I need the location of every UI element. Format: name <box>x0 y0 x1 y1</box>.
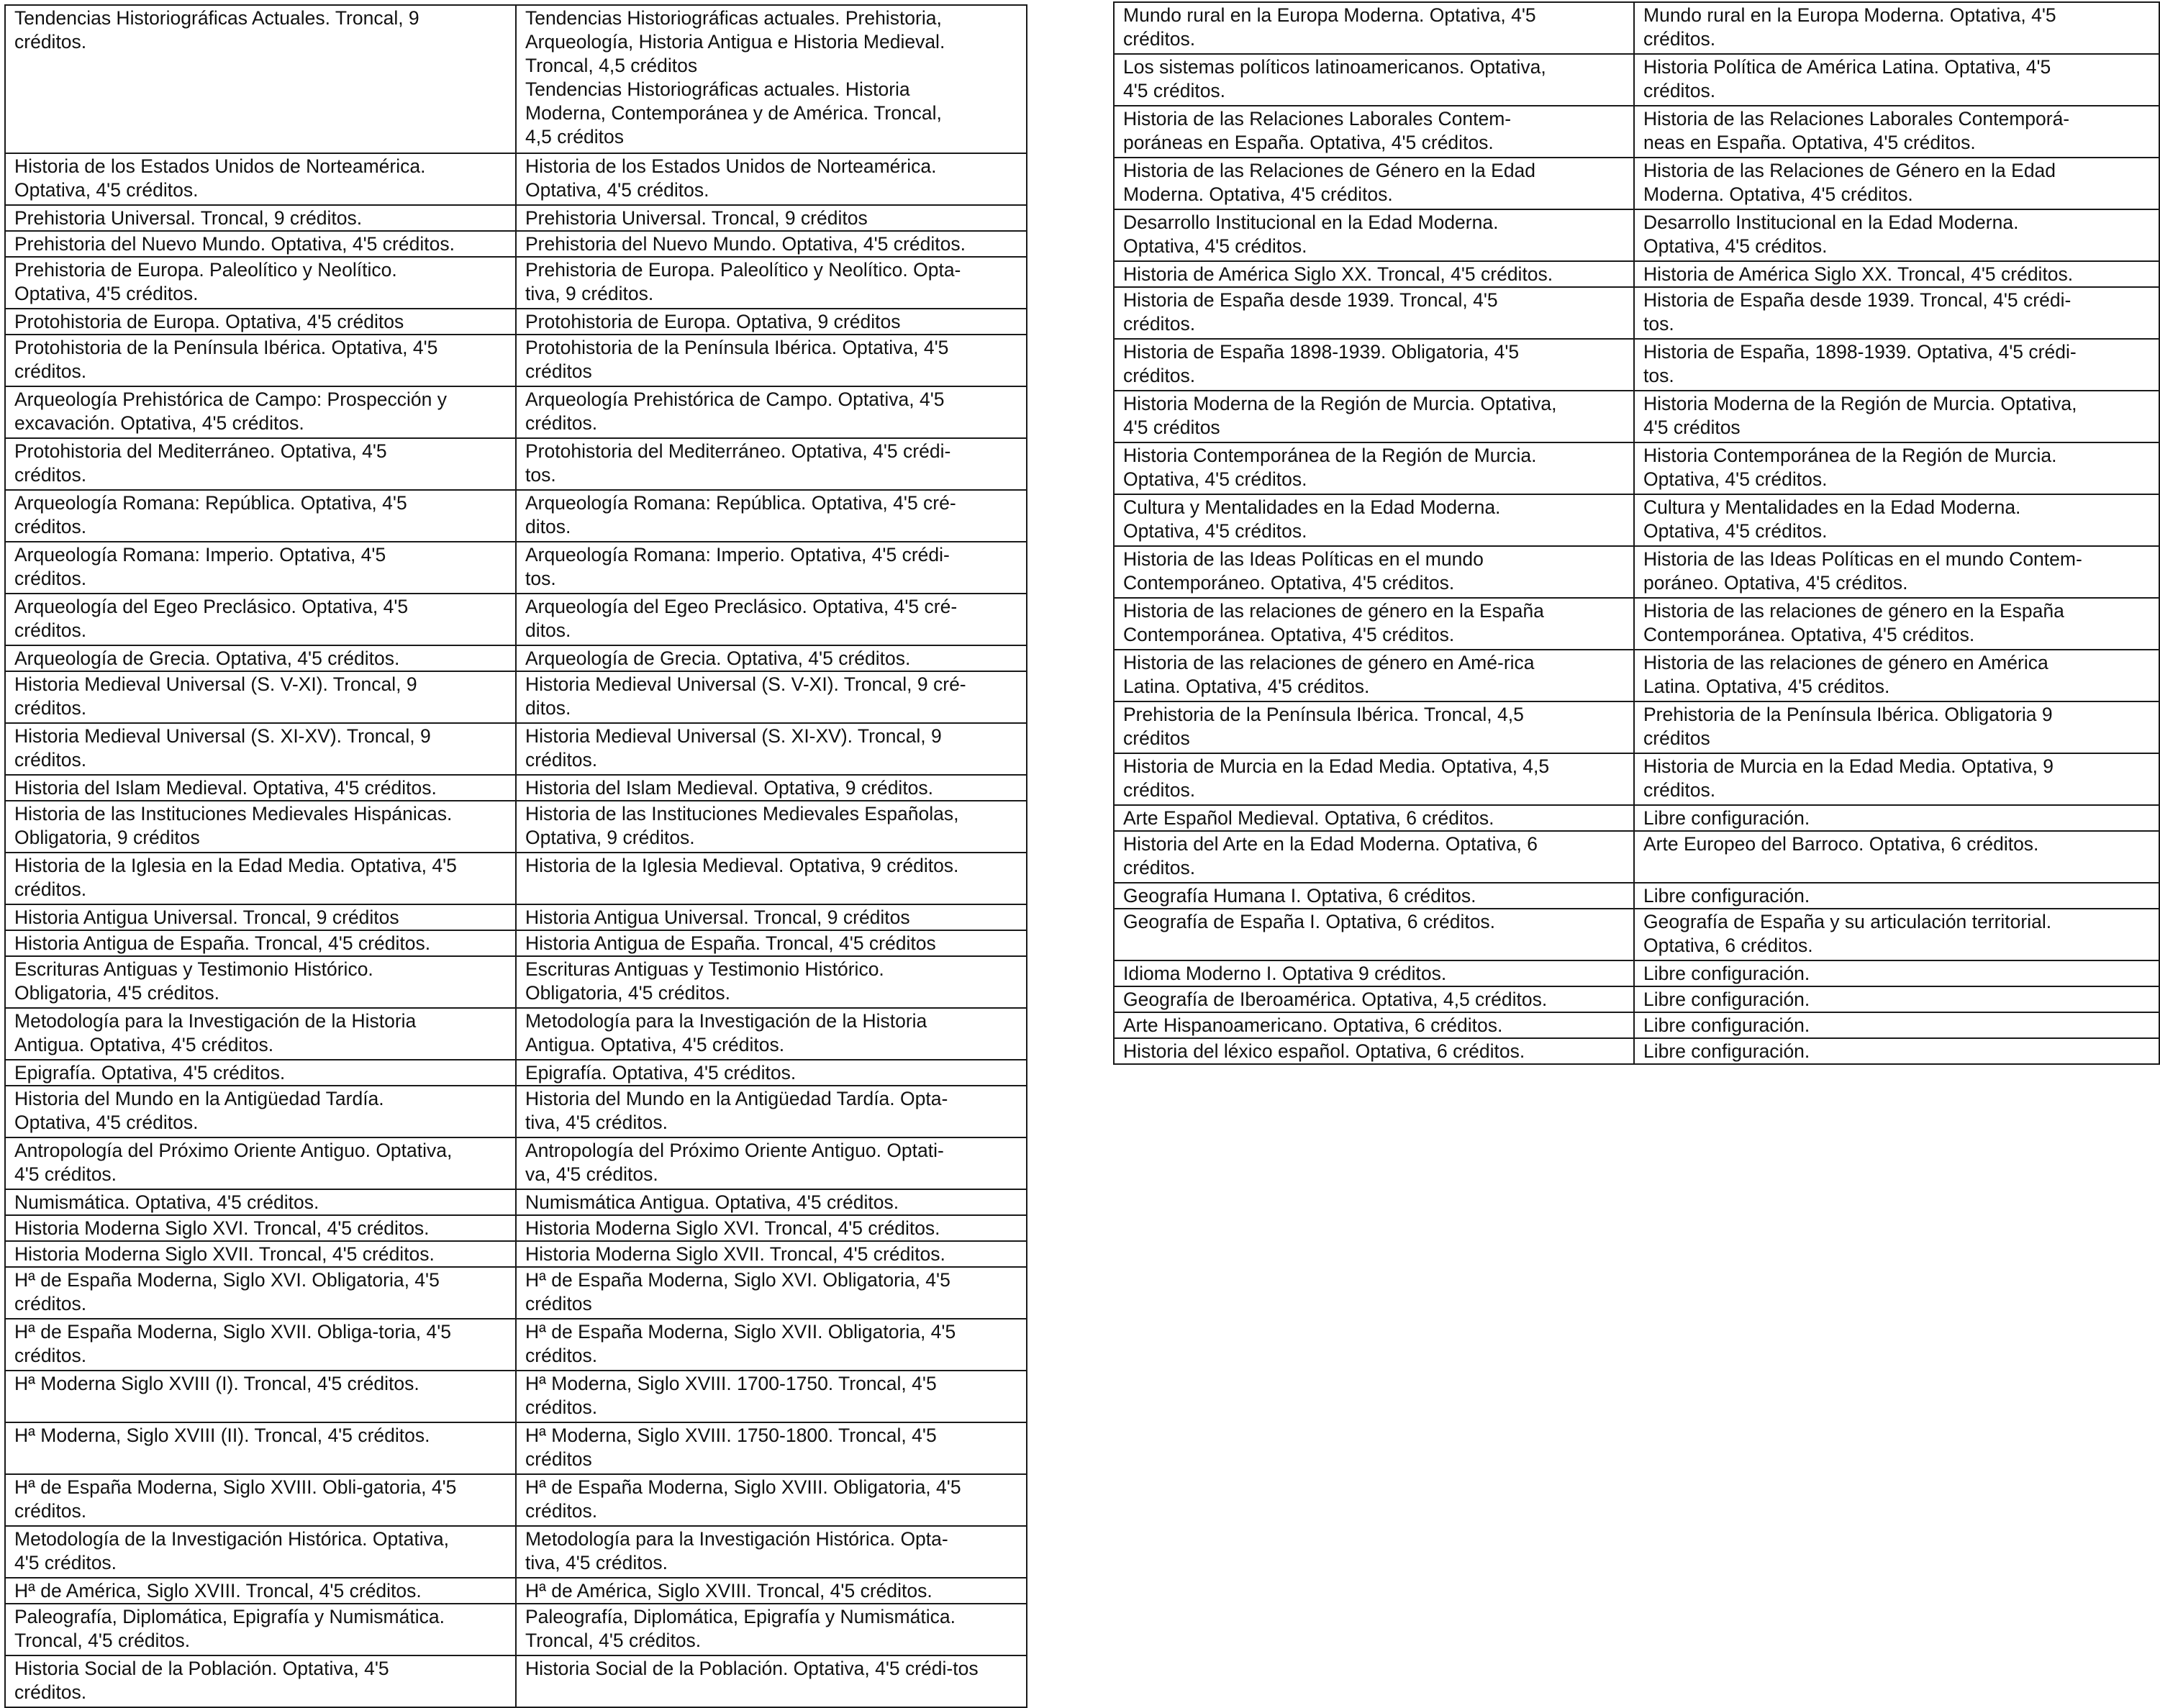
old-plan-subject-cell: Historia Medieval Universal (S. V-XI). Troncal, 9 créditos. <box>5 671 516 723</box>
table-row <box>1114 986 2159 1012</box>
old-plan-subject-cell: Numismática. Optativa, 4'5 créditos. <box>5 1189 516 1215</box>
new-plan-subject-cell: Hª Moderna, Siglo XVIII. 1750-1800. Troncal, 4'5 créditos <box>516 1422 1027 1474</box>
new-plan-subject-cell: Historia del Mundo en la Antigüedad Tardía. Opta- tiva, 4'5 créditos. <box>516 1086 1027 1137</box>
table-row <box>5 386 1027 438</box>
new-plan-subject-cell: Historia Moderna Siglo XVII. Troncal, 4'5 créditos. <box>516 1241 1027 1267</box>
equivalence-table-right <box>1113 1 2160 1065</box>
table-row <box>1114 1038 2159 1064</box>
new-plan-subject-cell: Historia Social de la Población. Optativa, 4'5 crédi-tos <box>516 1655 1027 1707</box>
old-plan-subject-cell: Historia Antigua de España. Troncal, 4'5 créditos. <box>5 930 516 956</box>
table-row <box>5 956 1027 1008</box>
table-row <box>5 1655 1027 1707</box>
old-plan-subject-cell: Cultura y Mentalidades en la Edad Moderna. Optativa, 4'5 créditos. <box>1114 494 1634 546</box>
old-plan-subject-cell: Historia del léxico español. Optativa, 6 créditos. <box>1114 1038 1634 1064</box>
old-plan-subject-cell: Historia del Islam Medieval. Optativa, 4'5 créditos. <box>5 775 516 801</box>
new-plan-subject-cell: Antropología del Próximo Oriente Antiguo. Optati- va, 4'5 créditos. <box>516 1137 1027 1189</box>
table-row <box>1114 261 2159 287</box>
table-row <box>5 1526 1027 1578</box>
table-row <box>1114 2 2159 54</box>
table-row <box>5 1474 1027 1526</box>
table-row <box>5 257 1027 309</box>
table-row <box>1114 546 2159 598</box>
old-plan-subject-cell: Arqueología Prehistórica de Campo: Prospección y excavación. Optativa, 4'5 créditos. <box>5 386 516 438</box>
table-row <box>1114 494 2159 546</box>
table-row <box>5 801 1027 853</box>
old-plan-subject-cell: Escrituras Antiguas y Testimonio Histórico. Obligatoria, 4'5 créditos. <box>5 956 516 1008</box>
table-row <box>5 1578 1027 1604</box>
table-row <box>5 594 1027 645</box>
table-row <box>1114 831 2159 883</box>
old-plan-subject-cell: Hª Moderna, Siglo XVIII (II). Troncal, 4'5 créditos. <box>5 1422 516 1474</box>
old-plan-subject-cell: Historia de las relaciones de género en la España Contemporánea. Optativa, 4'5 créditos. <box>1114 598 1634 650</box>
new-plan-subject-cell: Paleografía, Diplomática, Epigrafía y Numismática. Troncal, 4'5 créditos. <box>516 1604 1027 1655</box>
new-plan-subject-cell: Historia Antigua de España. Troncal, 4'5 créditos <box>516 930 1027 956</box>
table-row <box>5 1060 1027 1086</box>
new-plan-subject-cell: Hª de España Moderna, Siglo XVII. Obligatoria, 4'5 créditos. <box>516 1319 1027 1371</box>
old-plan-subject-cell: Hª de España Moderna, Siglo XVIII. Obli-gatoria, 4'5 créditos. <box>5 1474 516 1526</box>
new-plan-subject-cell: Hª Moderna, Siglo XVIII. 1700-1750. Troncal, 4'5 créditos. <box>516 1371 1027 1422</box>
table-row <box>5 1241 1027 1267</box>
table-row <box>5 309 1027 335</box>
new-plan-subject-cell: Desarrollo Institucional en la Edad Moderna. Optativa, 4'5 créditos. <box>1634 209 2159 261</box>
old-plan-subject-cell: Prehistoria del Nuevo Mundo. Optativa, 4'5 créditos. <box>5 231 516 257</box>
old-plan-subject-cell: Metodología para la Investigación de la Historia Antigua. Optativa, 4'5 créditos. <box>5 1008 516 1060</box>
table-row <box>1114 909 2159 960</box>
old-plan-subject-cell: Historia de España desde 1939. Troncal, 4'5 créditos. <box>1114 287 1634 339</box>
old-plan-subject-cell: Tendencias Historiográficas Actuales. Troncal, 9 créditos. <box>5 5 516 153</box>
old-plan-subject-cell: Historia de las Instituciones Medievales Hispánicas. Obligatoria, 9 créditos <box>5 801 516 853</box>
old-plan-subject-cell: Historia de las relaciones de género en Amé-rica Latina. Optativa, 4'5 créditos. <box>1114 650 1634 701</box>
new-plan-subject-cell: Historia de las Relaciones Laborales Contemporá- neas en España. Optativa, 4'5 créditos. <box>1634 106 2159 158</box>
old-plan-subject-cell: Historia Moderna Siglo XVII. Troncal, 4'5 créditos. <box>5 1241 516 1267</box>
table-row <box>5 1371 1027 1422</box>
old-plan-subject-cell: Hª Moderna Siglo XVIII (I). Troncal, 4'5 créditos. <box>5 1371 516 1422</box>
table-row <box>1114 701 2159 753</box>
table-row <box>5 335 1027 386</box>
new-plan-subject-cell: Numismática Antigua. Optativa, 4'5 créditos. <box>516 1189 1027 1215</box>
table-row <box>1114 650 2159 701</box>
old-plan-subject-cell: Historia del Arte en la Edad Moderna. Optativa, 6 créditos. <box>1114 831 1634 883</box>
old-plan-subject-cell: Protohistoria de Europa. Optativa, 4'5 créditos <box>5 309 516 335</box>
table-row <box>5 853 1027 904</box>
new-plan-subject-cell: Tendencias Historiográficas actuales. Prehistoria, Arqueología, Historia Antigua e Historia Medieval. Troncal, 4,5 créditos Tendencias Historiográficas actuales. Historia Moderna, Contemporánea y de América. Troncal, 4,5 créditos <box>516 5 1027 153</box>
table-row <box>5 1422 1027 1474</box>
new-plan-subject-cell: Arqueología Prehistórica de Campo. Optativa, 4'5 créditos. <box>516 386 1027 438</box>
old-plan-subject-cell: Historia Moderna de la Región de Murcia. Optativa, 4'5 créditos <box>1114 391 1634 442</box>
table-row <box>5 231 1027 257</box>
old-plan-subject-cell: Historia de las Ideas Políticas en el mundo Contemporáneo. Optativa, 4'5 créditos. <box>1114 546 1634 598</box>
table-row <box>1114 158 2159 209</box>
new-plan-subject-cell: Arqueología de Grecia. Optativa, 4'5 créditos. <box>516 645 1027 671</box>
old-plan-subject-cell: Historia Moderna Siglo XVI. Troncal, 4'5 créditos. <box>5 1215 516 1241</box>
table-row <box>5 1189 1027 1215</box>
old-plan-subject-cell: Geografía de Iberoamérica. Optativa, 4,5 créditos. <box>1114 986 1634 1012</box>
old-plan-subject-cell: Arqueología del Egeo Preclásico. Optativa, 4'5 créditos. <box>5 594 516 645</box>
old-plan-subject-cell: Protohistoria de la Península Ibérica. Optativa, 4'5 créditos. <box>5 335 516 386</box>
table-row <box>5 153 1027 205</box>
old-plan-subject-cell: Hª de España Moderna, Siglo XVII. Obliga-toria, 4'5 créditos. <box>5 1319 516 1371</box>
old-plan-subject-cell: Historia de las Relaciones de Género en la Edad Moderna. Optativa, 4'5 créditos. <box>1114 158 1634 209</box>
new-plan-subject-cell: Epigrafía. Optativa, 4'5 créditos. <box>516 1060 1027 1086</box>
table-row <box>5 775 1027 801</box>
table-row <box>5 438 1027 490</box>
old-plan-subject-cell: Arte Hispanoamericano. Optativa, 6 créditos. <box>1114 1012 1634 1038</box>
new-plan-subject-cell: Historia de América Siglo XX. Troncal, 4'5 créditos. <box>1634 261 2159 287</box>
old-plan-subject-cell: Protohistoria del Mediterráneo. Optativa, 4'5 créditos. <box>5 438 516 490</box>
table-row <box>1114 442 2159 494</box>
old-plan-subject-cell: Epigrafía. Optativa, 4'5 créditos. <box>5 1060 516 1086</box>
old-plan-subject-cell: Hª de América, Siglo XVIII. Troncal, 4'5 créditos. <box>5 1578 516 1604</box>
new-plan-subject-cell: Historia Contemporánea de la Región de Murcia. Optativa, 4'5 créditos. <box>1634 442 2159 494</box>
old-plan-subject-cell: Historia de las Relaciones Laborales Contem- poráneas en España. Optativa, 4'5 créditos. <box>1114 106 1634 158</box>
old-plan-subject-cell: Prehistoria de Europa. Paleolítico y Neolítico. Optativa, 4'5 créditos. <box>5 257 516 309</box>
old-plan-subject-cell: Historia Contemporánea de la Región de Murcia. Optativa, 4'5 créditos. <box>1114 442 1634 494</box>
new-plan-subject-cell: Historia de España, 1898-1939. Optativa, 4'5 crédi- tos. <box>1634 339 2159 391</box>
table-row <box>5 5 1027 153</box>
new-plan-subject-cell: Historia de España desde 1939. Troncal, 4'5 crédi- tos. <box>1634 287 2159 339</box>
table-row <box>5 1604 1027 1655</box>
old-plan-subject-cell: Historia de la Iglesia en la Edad Media. Optativa, 4'5 créditos. <box>5 853 516 904</box>
new-plan-subject-cell: Historia Moderna de la Región de Murcia. Optativa, 4'5 créditos <box>1634 391 2159 442</box>
new-plan-subject-cell: Libre configuración. <box>1634 883 2159 909</box>
new-plan-subject-cell: Prehistoria de la Península Ibérica. Obligatoria 9 créditos <box>1634 701 2159 753</box>
table-row <box>1114 753 2159 805</box>
new-plan-subject-cell: Arqueología Romana: Imperio. Optativa, 4'5 crédi- tos. <box>516 542 1027 594</box>
table-row <box>5 490 1027 542</box>
new-plan-subject-cell: Historia de Murcia en la Edad Media. Optativa, 9 créditos. <box>1634 753 2159 805</box>
table-row <box>5 671 1027 723</box>
old-plan-subject-cell: Desarrollo Institucional en la Edad Moderna. Optativa, 4'5 créditos. <box>1114 209 1634 261</box>
old-plan-subject-cell: Arqueología Romana: Imperio. Optativa, 4'5 créditos. <box>5 542 516 594</box>
old-plan-subject-cell: Paleografía, Diplomática, Epigrafía y Numismática. Troncal, 4'5 créditos. <box>5 1604 516 1655</box>
new-plan-subject-cell: Prehistoria Universal. Troncal, 9 créditos <box>516 205 1027 231</box>
old-plan-subject-cell: Arqueología de Grecia. Optativa, 4'5 créditos. <box>5 645 516 671</box>
table-row <box>1114 805 2159 831</box>
table-row <box>1114 339 2159 391</box>
old-plan-subject-cell: Prehistoria de la Península Ibérica. Troncal, 4,5 créditos <box>1114 701 1634 753</box>
old-plan-subject-cell: Historia Antigua Universal. Troncal, 9 créditos <box>5 904 516 930</box>
new-plan-subject-cell: Historia Medieval Universal (S. XI-XV). Troncal, 9 créditos. <box>516 723 1027 775</box>
new-plan-subject-cell: Historia Moderna Siglo XVI. Troncal, 4'5 créditos. <box>516 1215 1027 1241</box>
new-plan-subject-cell: Historia de la Iglesia Medieval. Optativa, 9 créditos. <box>516 853 1027 904</box>
new-plan-subject-cell: Historia de las relaciones de género en la España Contemporánea. Optativa, 4'5 créditos. <box>1634 598 2159 650</box>
new-plan-subject-cell: Arqueología del Egeo Preclásico. Optativa, 4'5 cré- ditos. <box>516 594 1027 645</box>
new-plan-subject-cell: Historia Política de América Latina. Optativa, 4'5 créditos. <box>1634 54 2159 106</box>
new-plan-subject-cell: Historia de las Ideas Políticas en el mundo Contem- poráneo. Optativa, 4'5 créditos. <box>1634 546 2159 598</box>
new-plan-subject-cell: Historia de los Estados Unidos de Norteamérica. Optativa, 4'5 créditos. <box>516 153 1027 205</box>
old-plan-subject-cell: Historia de Murcia en la Edad Media. Optativa, 4,5 créditos. <box>1114 753 1634 805</box>
old-plan-subject-cell: Geografía de España I. Optativa, 6 créditos. <box>1114 909 1634 960</box>
table-row <box>1114 960 2159 986</box>
new-plan-subject-cell: Protohistoria de Europa. Optativa, 9 créditos <box>516 309 1027 335</box>
equivalence-table-left <box>4 4 1027 1708</box>
new-plan-subject-cell: Historia Medieval Universal (S. V-XI). Troncal, 9 cré- ditos. <box>516 671 1027 723</box>
new-plan-subject-cell: Geografía de España y su articulación territorial. Optativa, 6 créditos. <box>1634 909 2159 960</box>
old-plan-subject-cell: Historia de América Siglo XX. Troncal, 4'5 créditos. <box>1114 261 1634 287</box>
table-row <box>5 1008 1027 1060</box>
old-plan-subject-cell: Antropología del Próximo Oriente Antiguo. Optativa, 4'5 créditos. <box>5 1137 516 1189</box>
table-row <box>1114 1012 2159 1038</box>
new-plan-subject-cell: Protohistoria del Mediterráneo. Optativa, 4'5 crédi- tos. <box>516 438 1027 490</box>
new-plan-subject-cell: Cultura y Mentalidades en la Edad Moderna. Optativa, 4'5 créditos. <box>1634 494 2159 546</box>
table-row <box>1114 883 2159 909</box>
table-row <box>5 1215 1027 1241</box>
table-row <box>5 904 1027 930</box>
table-row <box>5 1137 1027 1189</box>
new-plan-subject-cell: Libre configuración. <box>1634 1012 2159 1038</box>
new-plan-subject-cell: Arte Europeo del Barroco. Optativa, 6 créditos. <box>1634 831 2159 883</box>
new-plan-subject-cell: Historia de las Instituciones Medievales Españolas, Optativa, 9 créditos. <box>516 801 1027 853</box>
old-plan-subject-cell: Idioma Moderno I. Optativa 9 créditos. <box>1114 960 1634 986</box>
new-plan-subject-cell: Historia de las relaciones de género en América Latina. Optativa, 4'5 créditos. <box>1634 650 2159 701</box>
table-row <box>1114 106 2159 158</box>
new-plan-subject-cell: Hª de España Moderna, Siglo XVI. Obligatoria, 4'5 créditos <box>516 1267 1027 1319</box>
new-plan-subject-cell: Mundo rural en la Europa Moderna. Optativa, 4'5 créditos. <box>1634 2 2159 54</box>
new-plan-subject-cell: Historia de las Relaciones de Género en la Edad Moderna. Optativa, 4'5 créditos. <box>1634 158 2159 209</box>
new-plan-subject-cell: Arqueología Romana: República. Optativa, 4'5 cré- ditos. <box>516 490 1027 542</box>
table-row <box>1114 209 2159 261</box>
table-row <box>1114 598 2159 650</box>
new-plan-subject-cell: Metodología para la Investigación Histórica. Opta- tiva, 4'5 créditos. <box>516 1526 1027 1578</box>
new-plan-subject-cell: Historia del Islam Medieval. Optativa, 9 créditos. <box>516 775 1027 801</box>
old-plan-subject-cell: Historia de España 1898-1939. Obligatoria, 4'5 créditos. <box>1114 339 1634 391</box>
table-row <box>1114 391 2159 442</box>
new-plan-subject-cell: Prehistoria de Europa. Paleolítico y Neolítico. Opta- tiva, 9 créditos. <box>516 257 1027 309</box>
table-row <box>5 542 1027 594</box>
old-plan-subject-cell: Historia de los Estados Unidos de Norteamérica. Optativa, 4'5 créditos. <box>5 153 516 205</box>
new-plan-subject-cell: Hª de España Moderna, Siglo XVIII. Obligatoria, 4'5 créditos. <box>516 1474 1027 1526</box>
new-plan-subject-cell: Libre configuración. <box>1634 960 2159 986</box>
old-plan-subject-cell: Los sistemas políticos latinoamericanos. Optativa, 4'5 créditos. <box>1114 54 1634 106</box>
old-plan-subject-cell: Arqueología Romana: República. Optativa, 4'5 créditos. <box>5 490 516 542</box>
table-row <box>5 1319 1027 1371</box>
old-plan-subject-cell: Arte Español Medieval. Optativa, 6 créditos. <box>1114 805 1634 831</box>
table-row <box>5 645 1027 671</box>
old-plan-subject-cell: Geografía Humana I. Optativa, 6 créditos. <box>1114 883 1634 909</box>
new-plan-subject-cell: Protohistoria de la Península Ibérica. Optativa, 4'5 créditos <box>516 335 1027 386</box>
old-plan-subject-cell: Hª de España Moderna, Siglo XVI. Obligatoria, 4'5 créditos. <box>5 1267 516 1319</box>
new-plan-subject-cell: Metodología para la Investigación de la Historia Antigua. Optativa, 4'5 créditos. <box>516 1008 1027 1060</box>
new-plan-subject-cell: Libre configuración. <box>1634 1038 2159 1064</box>
new-plan-subject-cell: Prehistoria del Nuevo Mundo. Optativa, 4'5 créditos. <box>516 231 1027 257</box>
table-row <box>1114 287 2159 339</box>
table-row <box>5 930 1027 956</box>
old-plan-subject-cell: Historia Medieval Universal (S. XI-XV). Troncal, 9 créditos. <box>5 723 516 775</box>
table-row <box>5 1086 1027 1137</box>
new-plan-subject-cell: Libre configuración. <box>1634 805 2159 831</box>
old-plan-subject-cell: Historia Social de la Población. Optativa, 4'5 créditos. <box>5 1655 516 1707</box>
old-plan-subject-cell: Mundo rural en la Europa Moderna. Optativa, 4'5 créditos. <box>1114 2 1634 54</box>
new-plan-subject-cell: Escrituras Antiguas y Testimonio Histórico. Obligatoria, 4'5 créditos. <box>516 956 1027 1008</box>
new-plan-subject-cell: Hª de América, Siglo XVIII. Troncal, 4'5 créditos. <box>516 1578 1027 1604</box>
table-row <box>5 205 1027 231</box>
new-plan-subject-cell: Libre configuración. <box>1634 986 2159 1012</box>
table-row <box>1114 54 2159 106</box>
old-plan-subject-cell: Prehistoria Universal. Troncal, 9 créditos. <box>5 205 516 231</box>
new-plan-subject-cell: Historia Antigua Universal. Troncal, 9 créditos <box>516 904 1027 930</box>
table-row <box>5 723 1027 775</box>
old-plan-subject-cell: Historia del Mundo en la Antigüedad Tardía. Optativa, 4'5 créditos. <box>5 1086 516 1137</box>
old-plan-subject-cell: Metodología de la Investigación Histórica. Optativa, 4'5 créditos. <box>5 1526 516 1578</box>
table-row <box>5 1267 1027 1319</box>
